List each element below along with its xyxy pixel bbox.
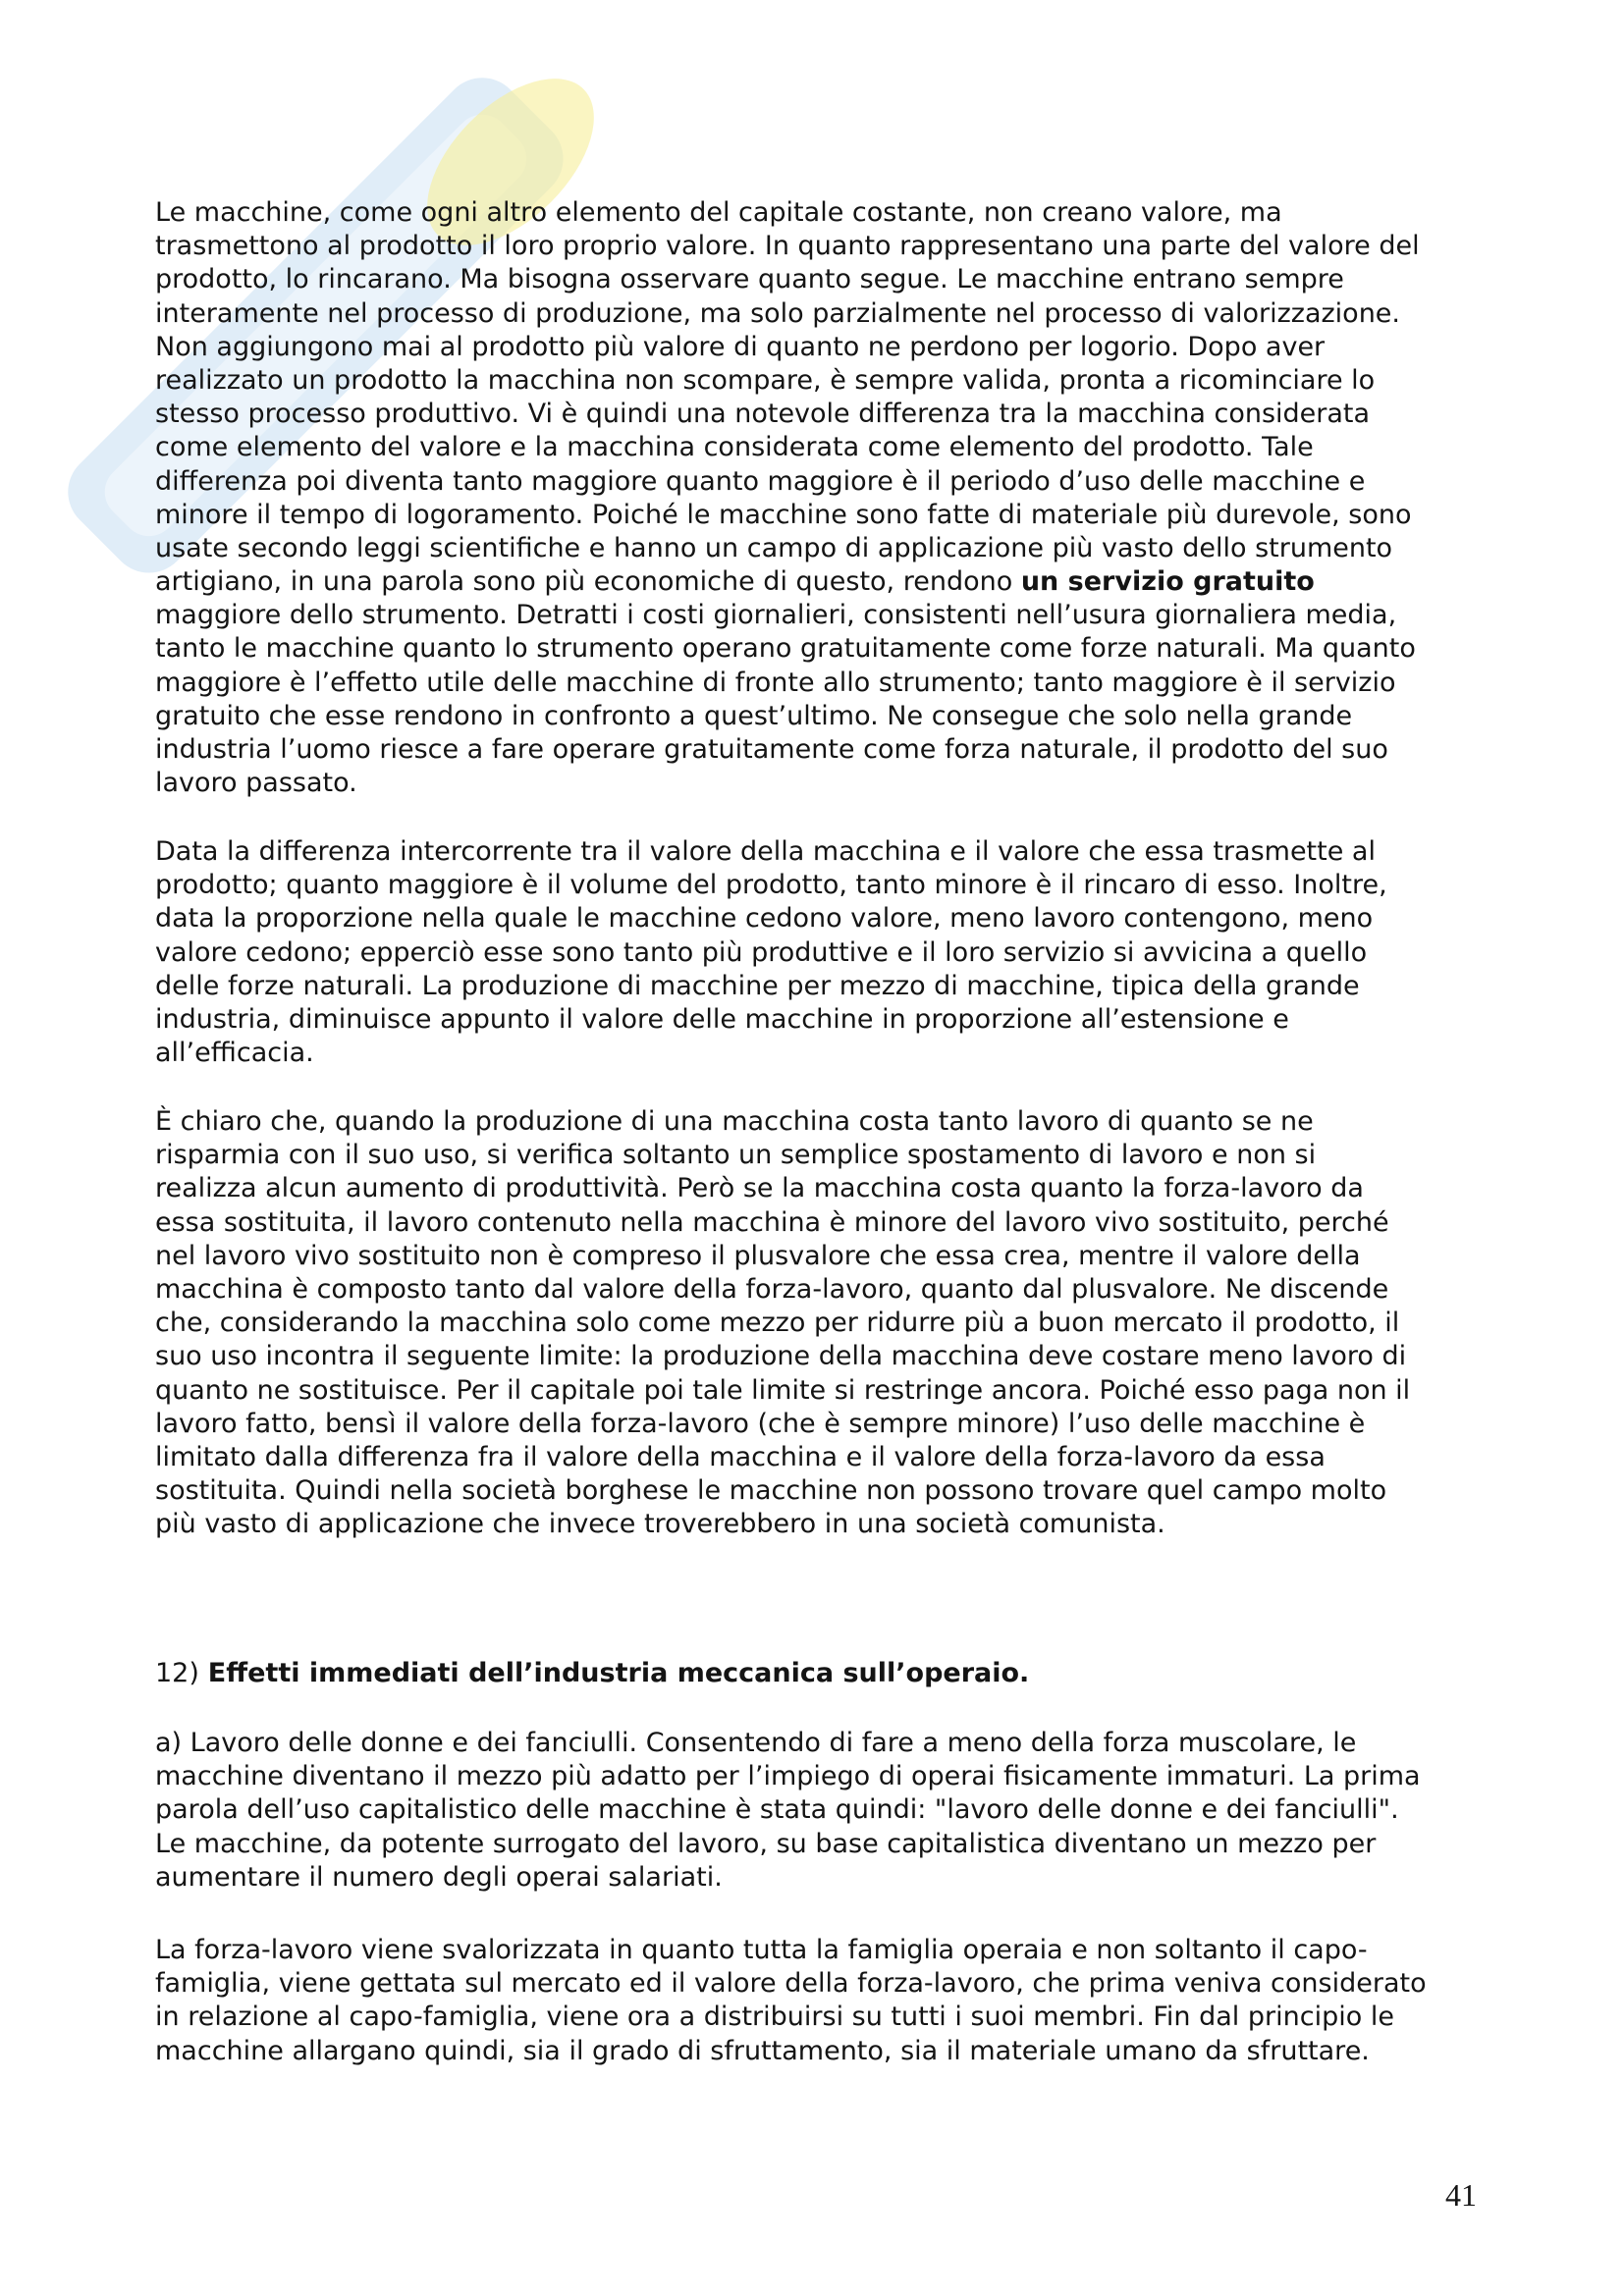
text-line: La forza-lavoro viene svalorizzata in quanto tutta la famiglia operaia e non soltanto il capo- xyxy=(155,1935,1368,1965)
text-line: differenza poi diventa tanto maggiore quanto maggiore è il periodo d’uso delle macchine e xyxy=(155,465,1366,497)
paragraph-4 xyxy=(155,1727,1421,1895)
section-number: 12) xyxy=(155,1658,199,1688)
text-line: essa sostituita, il lavoro contenuto nella macchina è minore del lavoro vivo sostituito, perché xyxy=(155,1206,1389,1238)
text-line: stesso processo produttivo. Vi è quindi una notevole differenza tra la macchina considerata xyxy=(155,399,1371,430)
text-line: risparmia con il suo uso, si verifica soltanto un semplice spostamento di lavoro e non si xyxy=(155,1140,1317,1171)
heading-line xyxy=(155,1657,1029,1690)
text-line xyxy=(155,565,1420,599)
text-line: Non aggiungono mai al prodotto più valore di quanto ne perdono per logorio. Dopo aver xyxy=(155,331,1326,362)
text-line: famiglia, viene gettata sul mercato ed il valore della forza-lavoro, che prima veniva considerato xyxy=(155,1968,1427,2000)
text-line: in relazione al capo-famiglia, viene ora a distribuirsi su tutti i suoi membri. Fin dal principio le xyxy=(155,2002,1394,2033)
text-line: macchine allargano quindi, sia il grado di sfruttamento, sia il materiale umano da sfruttare. xyxy=(155,2035,1370,2066)
text-line: realizzato un prodotto la macchina non scompare, è sempre valida, pronta a ricominciare lo xyxy=(155,364,1376,396)
section-heading xyxy=(155,1657,1029,1690)
text-line: interamente nel processo di produzione, ma solo parzialmente nel processo di valorizzazione. xyxy=(155,297,1400,329)
text-line: delle forze naturali. La produzione di macchine per mezzo di macchine, tipica della grande xyxy=(155,970,1360,1001)
text-line: Le macchine, da potente surrogato del lavoro, su base capitalistica diventano un mezzo per xyxy=(155,1828,1377,1859)
text-line: all’efficacia. xyxy=(155,1038,314,1069)
text-line: maggiore dello strumento. Detratti i costi giornalieri, consistenti nell’usura giornaliera media, xyxy=(155,600,1397,631)
text-line: sostituita. Quindi nella società borghese le macchine non possono trovare quel campo molto xyxy=(155,1475,1387,1507)
text-line: macchina è composto tanto dal valore della forza-lavoro, quanto dal plusvalore. Ne discende xyxy=(155,1273,1389,1305)
text-line: È chiaro che, quando la produzione di una macchina costa tanto lavoro di quanto se ne xyxy=(155,1106,1314,1137)
text-line: lavoro passato. xyxy=(155,768,357,799)
paragraph-5 xyxy=(155,1934,1427,2068)
text-line: data la proporzione nella quale le macchine cedono valore, meno lavoro contengono, meno xyxy=(155,903,1374,934)
text-line: Le macchine, come ogni altro elemento del capitale costante, non creano valore, ma xyxy=(155,197,1282,228)
text-line: lavoro fatto, bensì il valore della forza-lavoro (che è sempre minore) l’uso delle macchine è xyxy=(155,1408,1366,1439)
text-line: industria, diminuisce appunto il valore delle macchine in proporzione all’estensione e xyxy=(155,1003,1289,1035)
text-line: valore cedono; epperciò esse sono tanto più produttive e il loro servizio si avvicina a quello xyxy=(155,936,1368,968)
text-line: maggiore è l’effetto utile delle macchine di fronte allo strumento; tanto maggiore è il servizio xyxy=(155,667,1396,698)
text-segment: artigiano, in una parola sono più economiche di questo, rendono xyxy=(155,566,1021,598)
text-line: trasmettono al prodotto il loro proprio valore. In quanto rappresentano una parte del valore del xyxy=(155,231,1420,262)
paragraph-3 xyxy=(155,1105,1410,1541)
text-line: gratuito che esse rendono in confronto a quest’ultimo. Ne consegue che solo nella grande xyxy=(155,700,1353,731)
paragraph-1 xyxy=(155,196,1420,800)
text-line: minore il tempo di logoramento. Poiché le macchine sono fatte di materiale più durevole, sono xyxy=(155,499,1412,530)
text-line: a) Lavoro delle donne e dei fanciulli. Consentendo di fare a meno della forza muscolare, le xyxy=(155,1728,1357,1758)
bold-phrase: un servizio gratuito xyxy=(1020,566,1315,598)
text-line: nel lavoro vivo sostituito non è compreso il plusvalore che essa crea, mentre il valore della xyxy=(155,1240,1361,1271)
text-line: suo uso incontra il seguente limite: la produzione della macchina deve costare meno lavoro di xyxy=(155,1341,1407,1372)
paragraph-2 xyxy=(155,835,1387,1070)
text-line: limitato dalla differenza fra il valore della macchina e il valore della forza-lavoro da essa xyxy=(155,1441,1326,1472)
text-line: macchine diventano il mezzo più adatto per l’impiego di operai fisicamente immaturi. La prima xyxy=(155,1761,1421,1792)
text-line: tanto le macchine quanto lo strumento operano gratuitamente come forze naturali. Ma quanto xyxy=(155,633,1416,665)
text-line: come elemento del valore e la macchina considerata come elemento del prodotto. Tale xyxy=(155,432,1314,463)
section-title: Effetti immediati dell’industria meccanica sull’operaio. xyxy=(207,1658,1030,1688)
text-line: industria l’uomo riesce a fare operare gratuitamente come forza naturale, il prodotto del suo xyxy=(155,734,1388,765)
text-line: prodotto; quanto maggiore è il volume del prodotto, tanto minore è il rincaro di esso. Inoltre, xyxy=(155,870,1387,901)
text-line: che, considerando la macchina solo come mezzo per ridurre più a buon mercato il prodotto, il xyxy=(155,1308,1400,1339)
text-line: parola dell’uso capitalistico delle macchine è stata quindi: "lavoro delle donne e dei fanciulli". xyxy=(155,1794,1399,1826)
text-line: prodotto, lo rincarano. Ma bisogna osservare quanto segue. Le macchine entrano sempre xyxy=(155,264,1344,295)
text-line: più vasto di applicazione che invece troverebbero in una società comunista. xyxy=(155,1509,1165,1540)
text-line: aumentare il numero degli operai salariati. xyxy=(155,1861,723,1893)
text-line: realizza alcun aumento di produttività. Però se la macchina costa quanto la forza-lavoro da xyxy=(155,1173,1364,1204)
page-number: 41 xyxy=(1445,2177,1477,2213)
text-line: usate secondo leggi scientifiche e hanno un campo di applicazione più vasto dello strumento xyxy=(155,532,1393,563)
text-line: Data la differenza intercorrente tra il valore della macchina e il valore che essa trasmette al xyxy=(155,836,1376,867)
text-line: quanto ne sostituisce. Per il capitale poi tale limite si restringe ancora. Poiché esso paga non il xyxy=(155,1374,1411,1406)
